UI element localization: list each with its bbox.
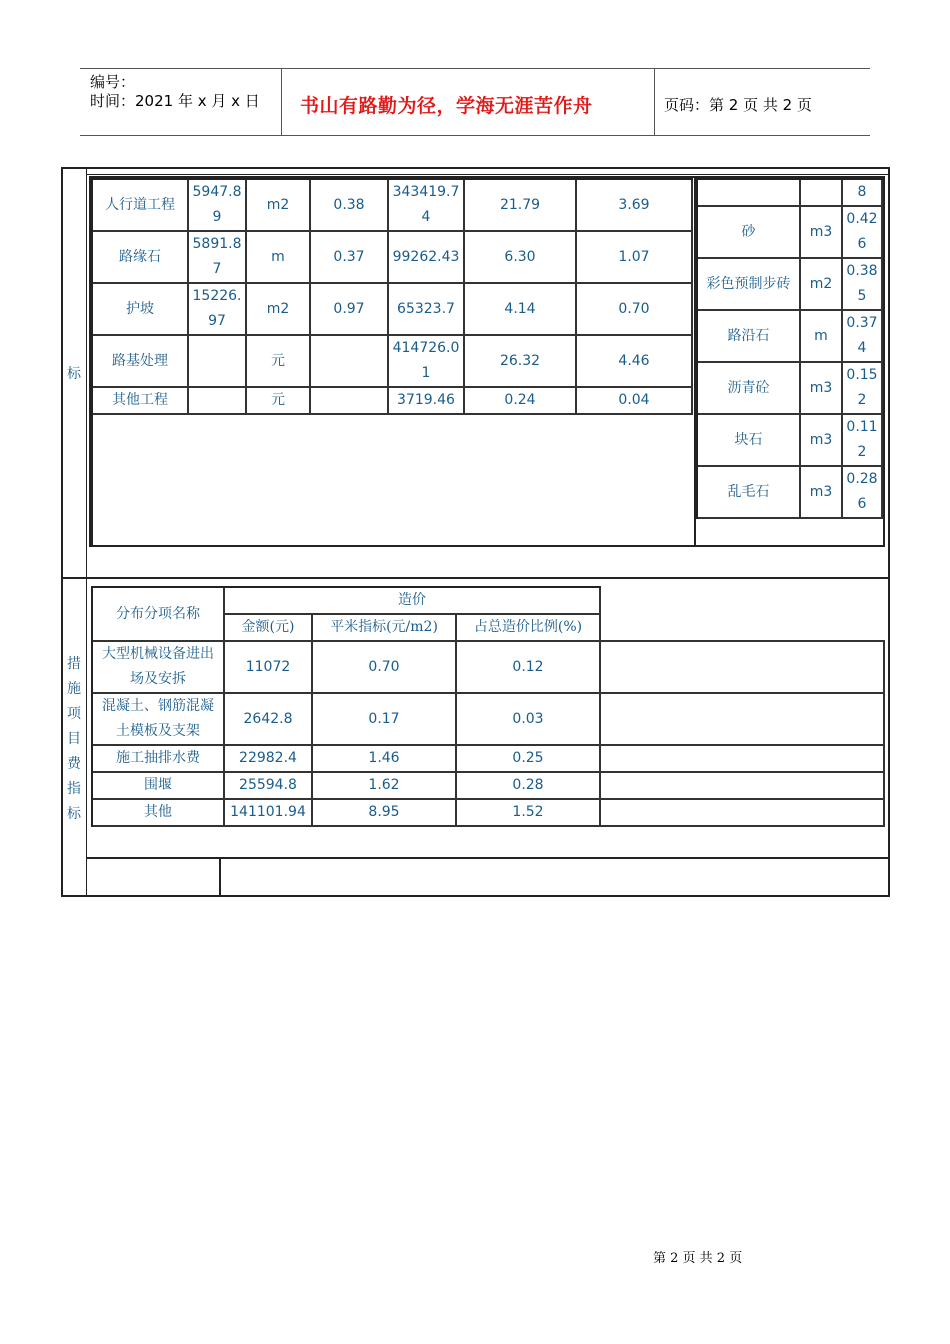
material-row [698,180,883,207]
material-row [698,311,883,363]
section2-side-char: 标 [67,806,81,822]
measure-amount-cell: 11072 [225,642,313,694]
item-row [93,232,693,284]
measure-index-cell: 1.62 [313,773,457,800]
item-idx1-cell [311,388,389,415]
item-idx2-cell: 21.79 [465,180,577,232]
header-divider [281,69,282,136]
measure-ratio-cell: 0.12 [457,642,601,694]
header-divider [654,69,655,136]
item-unit-cell: 元 [247,336,311,388]
measure-name-cell: 其他 [93,800,225,827]
materials-table [696,178,883,519]
measure-blank-box [598,771,885,800]
section2-side-char: 施 [67,681,81,697]
material-unit-cell: m3 [801,207,843,259]
item-name-cell: 人行道工程 [93,180,189,232]
header-name-cell: 分布分项名称 [93,588,225,642]
measure-ratio-cell: 0.25 [457,746,601,773]
item-amount-cell: 414726.01 [389,336,465,388]
section2-side-char: 目 [67,731,81,747]
item-qty-cell: 5947.89 [189,180,247,232]
measures-header-row [93,588,601,615]
measure-ratio-cell: 1.52 [457,800,601,827]
measure-blank-box [598,692,885,746]
item-qty-cell [189,336,247,388]
material-row [698,467,883,519]
header-motto: 书山有路勤为径，学海无涯苦作舟 [300,95,593,117]
measure-ratio-cell: 0.03 [457,694,601,746]
item-amount-cell: 99262.43 [389,232,465,284]
section2-side-char: 指 [67,781,81,797]
material-row [698,259,883,311]
measure-blank-box [598,798,885,827]
measure-amount-cell: 141101.94 [225,800,313,827]
measure-name-cell: 大型机械设备进出场及安拆 [93,642,225,694]
material-name-cell: 路沿石 [698,311,801,363]
item-idx1-cell [311,336,389,388]
item-idx2-cell: 6.30 [465,232,577,284]
section1-inner-rule [86,174,888,175]
material-value-cell: 0.426 [843,207,883,259]
items-blank-row [93,415,693,547]
page-info: 页码：第 2 页 共 2 页 [664,96,812,114]
item-amount-cell: 3719.46 [389,388,465,415]
material-unit-cell: m [801,311,843,363]
material-name-cell: 砂 [698,207,801,259]
item-name-cell: 路缘石 [93,232,189,284]
material-name-cell: 沥青砼 [698,363,801,415]
material-value-cell: 0.112 [843,415,883,467]
item-row [93,388,693,415]
section2-side-char: 措 [67,656,81,672]
section2-bottom-divider [219,859,221,895]
material-unit-cell: m3 [801,363,843,415]
item-ratio-cell: 1.07 [577,232,693,284]
material-name-cell: 彩色预制步砖 [698,259,801,311]
material-unit-cell [801,180,843,207]
item-ratio-cell: 3.69 [577,180,693,232]
item-amount-cell: 343419.74 [389,180,465,232]
measure-amount-cell: 25594.8 [225,773,313,800]
measure-blank-box [598,744,885,773]
measure-amount-cell: 2642.8 [225,694,313,746]
item-qty-cell [189,388,247,415]
measure-name-cell: 施工抽排水费 [93,746,225,773]
section1-items-table [91,178,693,547]
material-value-cell: 8 [843,180,883,207]
measure-row [93,694,601,746]
material-value-cell: 0.152 [843,363,883,415]
item-name-cell: 路基处理 [93,336,189,388]
item-ratio-cell: 0.04 [577,388,693,415]
section2-bottom-rule [86,857,888,859]
section2-side-divider [86,579,87,895]
header-top-rule [80,68,870,69]
section2-side-char: 项 [67,706,81,722]
material-value-cell: 0.374 [843,311,883,363]
section2-side-label [64,652,84,827]
item-unit-cell: m2 [247,284,311,336]
header-ratio-cell: 占总造价比例(%) [457,615,601,642]
item-row [93,284,693,336]
section2-side-char: 费 [67,756,81,772]
section1-side-divider [86,169,87,578]
date-label: 时间：2021 年 x 月 x 日 [90,92,260,110]
item-idx2-cell: 4.14 [465,284,577,336]
item-name-cell: 护坡 [93,284,189,336]
material-name-cell: 乱毛石 [698,467,801,519]
material-unit-cell: m3 [801,467,843,519]
item-ratio-cell: 0.70 [577,284,693,336]
item-unit-cell: m2 [247,180,311,232]
item-idx2-cell: 26.32 [465,336,577,388]
header-bottom-rule [80,135,870,136]
item-idx2-cell: 0.24 [465,388,577,415]
measure-amount-cell: 22982.4 [225,746,313,773]
header-amount-cell: 金额(元) [225,615,313,642]
header-index-cell: 平米指标(元/m2) [313,615,457,642]
measure-index-cell: 1.46 [313,746,457,773]
item-ratio-cell: 4.46 [577,336,693,388]
item-row [93,336,693,388]
material-name-cell: 块石 [698,415,801,467]
page-footer: 第 2 页 共 2 页 [653,1251,743,1266]
measure-ratio-cell: 0.28 [457,773,601,800]
section2-measures-table [91,586,601,827]
item-row [93,180,693,232]
measure-row [93,642,601,694]
material-value-cell: 0.286 [843,467,883,519]
measure-blank-box [598,640,885,694]
material-value-cell: 0.385 [843,259,883,311]
item-name-cell: 其他工程 [93,388,189,415]
item-idx1-cell: 0.37 [311,232,389,284]
item-amount-cell: 65323.7 [389,284,465,336]
items-blank-cell [93,415,693,547]
material-row [698,207,883,259]
item-unit-cell: m [247,232,311,284]
header-group-cell: 造价 [225,588,601,615]
item-idx1-cell: 0.38 [311,180,389,232]
item-unit-cell: 元 [247,388,311,415]
item-idx1-cell: 0.97 [311,284,389,336]
material-unit-cell: m3 [801,415,843,467]
measure-row [93,800,601,827]
measure-index-cell: 8.95 [313,800,457,827]
measure-row [93,746,601,773]
item-qty-cell: 5891.87 [189,232,247,284]
measure-name-cell: 混凝土、钢筋混凝土模板及支架 [93,694,225,746]
material-row [698,363,883,415]
item-qty-cell: 15226.97 [189,284,247,336]
serial-label: 编号： [90,73,136,91]
measure-index-cell: 0.17 [313,694,457,746]
measure-name-cell: 围堰 [93,773,225,800]
material-unit-cell: m2 [801,259,843,311]
measure-index-cell: 0.70 [313,642,457,694]
material-row [698,415,883,467]
measure-row [93,773,601,800]
section1-side-label: 标 [67,366,81,382]
material-name-cell [698,180,801,207]
